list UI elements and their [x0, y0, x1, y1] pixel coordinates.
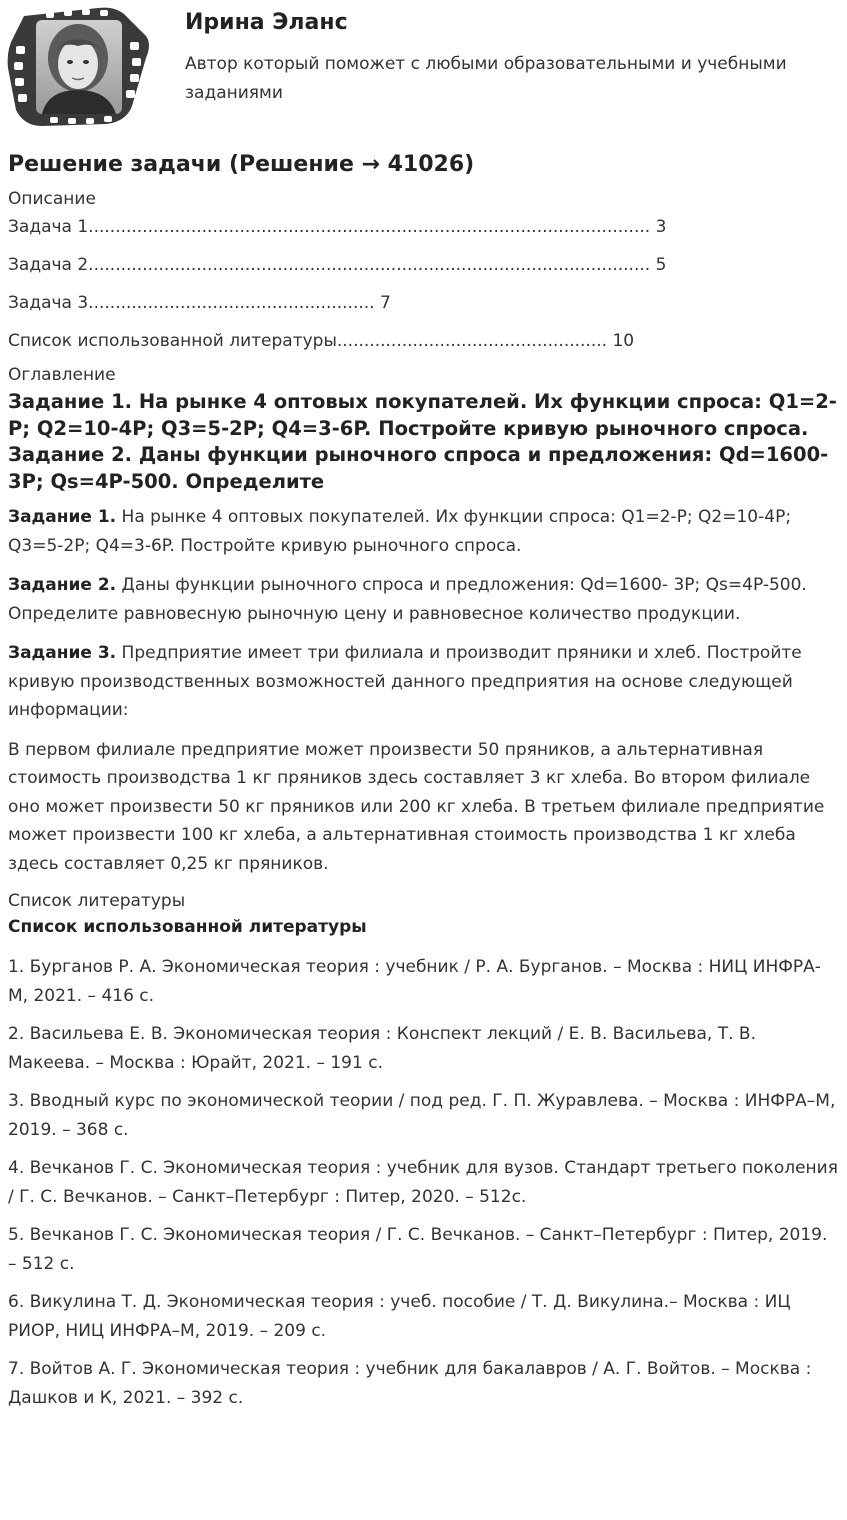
reference-item: 3. Вводный курс по экономической теории / под ред. Г. П. Журавлева. – Москва : ИНФРА–М, 2019. – 368 с. — [8, 1091, 836, 1140]
toc-item[interactable]: Список использованной литературы.................................................. 10 — [8, 331, 635, 351]
task-3-details: В первом филиале предприятие может произвести 50 пряников, а альтернативная стоимость производства 1 кг пряников здесь составляет 3 кг хлеба. Во втором филиале оно может произвести 50 кг пряников или 200 кг хлеба. В третьем филиале предприятие может произвести 100 кг хлеба, а альтернативная стоимость производства 1 кг хлеба здесь составляет 0,25 кг пряников. — [8, 739, 825, 874]
author-name: Ирина Эланс — [185, 10, 348, 35]
author-description: Автор который поможет с любыми образовательными и учебными заданиями — [185, 54, 787, 103]
page-title: Решение задачи (Решение → 41026) — [8, 152, 475, 177]
description-label: Описание — [8, 189, 96, 209]
reference-list — [8, 953, 840, 1412]
task-text: Предприятие имеет три филиала и производит пряники и хлеб. Постройте кривую производственных возможностей данного предприятия на основе следующей информации: — [8, 643, 802, 720]
literature-label: Список литературы — [8, 891, 186, 911]
reference-item: 5. Вечканов Г. С. Экономическая теория / Г. С. Вечканов. – Санкт–Петербург : Питер, 2019. – 512 с. — [8, 1225, 828, 1274]
toc-item[interactable]: Задача 1........................................................................................................ 3 — [8, 217, 667, 237]
reference-item: 4. Вечканов Г. С. Экономическая теория : учебник для вузов. Стандарт третьего поколения / Г. С. Вечканов. – Санкт–Петербург : Питер, 2020. – 512с. — [8, 1158, 838, 1207]
reference-item: 2. Васильева Е. В. Экономическая теория : Конспект лекций / Е. В. Васильева, Т. В. Макеева. – Москва : Юрайт, 2021. – 191 с. — [8, 1024, 756, 1073]
task-2 — [8, 571, 840, 628]
task-3 — [8, 639, 840, 725]
toc-item[interactable]: Задача 3..................................................... 7 — [8, 293, 391, 313]
reference-item: 7. Войтов А. Г. Экономическая теория : учебник для бакалавров / А. Г. Войтов. – Москва : Дашков и К, 2021. – 392 с. — [8, 1359, 812, 1408]
film-reel-avatar-icon — [6, 6, 152, 128]
task-label: Задание 3. — [8, 643, 117, 663]
reference-item: 6. Викулина Т. Д. Экономическая теория : учеб. пособие / Т. Д. Викулина.– Москва : ИЦ РИОР, НИЦ ИНФРА–М, 2019. – 209 с. — [8, 1292, 791, 1341]
task-label: Задание 1. — [8, 507, 117, 527]
avatar — [6, 6, 152, 128]
task-text: На рынке 4 оптовых покупателей. Их функции спроса: Q1=2-P; Q2=10-4P; Q3=5-2P; Q4=3-6P. Постройте кривую рыночного спроса. — [8, 507, 792, 556]
task-heading: Задание 1. На рынке 4 оптовых покупателей. Их функции спроса: Q1=2-P; Q2=10-4P; Q3=5-2P; Q4=3-6P. Постройте кривую рыночного спроса. Задание 2. Даны функции рыночного спроса и предложения: Qd=1600- 3P; Qs=4P-500. Определите — [8, 390, 837, 493]
task-1 — [8, 503, 840, 560]
task-label: Задание 2. — [8, 575, 117, 595]
toc-item[interactable]: Задача 2........................................................................................................ 5 — [8, 255, 667, 275]
task-text: Даны функции рыночного спроса и предложения: Qd=1600- 3P; Qs=4P-500. Определите равновесную рыночную цену и равновесное количество продукции. — [8, 575, 807, 624]
table-of-contents — [8, 215, 840, 353]
document-body — [8, 148, 840, 1422]
reference-item: 1. Бурганов Р. А. Экономическая теория : учебник / Р. А. Бурганов. – Москва : НИЦ ИНФРА-М, 2021. – 416 с. — [8, 957, 821, 1006]
author-header — [0, 0, 847, 135]
contents-label: Оглавление — [8, 365, 116, 385]
literature-title: Список использованной литературы — [8, 917, 367, 937]
